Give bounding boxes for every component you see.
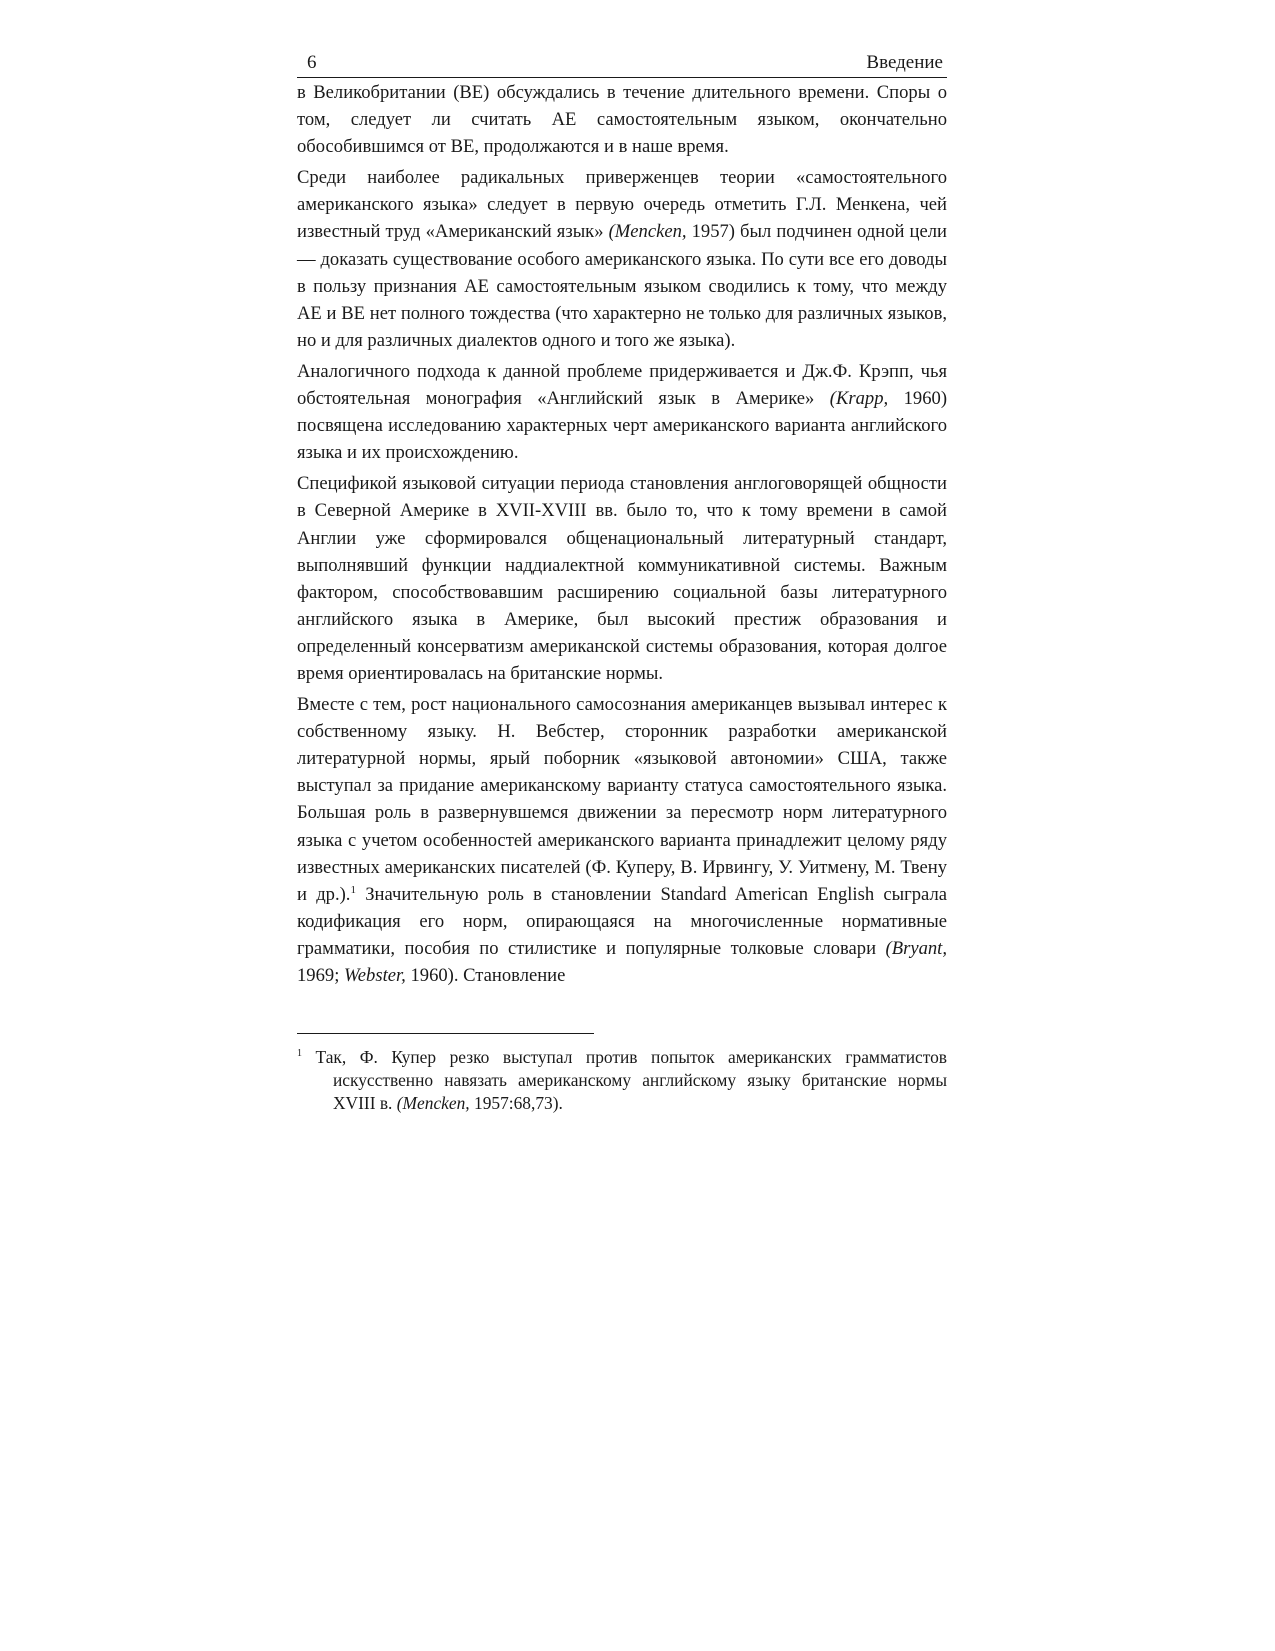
paragraph-3-text-a: Аналогичного подхода к данной проблеме придерживается и Дж.Ф. Крэпп, чья обстоятельная монография «Английский язык в Америке» (297, 360, 947, 410)
page-number: 6 (307, 52, 317, 73)
footnote-text-a: Так, Ф. Купер резко выступал против попыток американских грамматистов искусственно навязать американскому английскому языку британские нормы XVIII в. (302, 1047, 947, 1114)
footnote (297, 1046, 947, 1115)
footnote-reference[interactable]: 1 (350, 883, 356, 896)
book-page (297, 52, 947, 1115)
paragraph-2 (297, 164, 947, 354)
paragraph-3-text-b: 1960) посвящена исследованию характерных черт американского варианта английского языка и их происхождению. (297, 388, 948, 464)
paragraph-5-text-a: Вместе с тем, рост национального самосознания американцев вызывал интерес к собственному языку. Н. Вебстер, сторонник разработки американской литературной нормы, ярый поборник «языковой автономии» США, также выступал за придание американскому варианту статуса самостоятельного языка. Большая роль в развернувшемся движении за пересмотр норм литературного языка с учетом особенностей американского варианта принадлежит целому ряду известных американских писателей (Ф. Куперу, В. Ирвингу, У. Уитмену, М. Твену и др.). (297, 694, 947, 905)
citation-krapp: (Krapp, (829, 388, 889, 410)
paragraph-2-text-b: 1957) был подчинен одной цели — доказать существование особого американского языка. По сути все его доводы в пользу признания АЕ самостоятельным языком сводились к тому, что между АЕ и ВЕ нет полного тождества (что характерно не только для различных языков, но и для различных диалектов одного и того же языка). (297, 221, 947, 351)
footnote-citation-mencken: (Mencken, (396, 1093, 470, 1114)
paragraph-3 (297, 358, 947, 466)
paragraph-4: Спецификой языковой ситуации периода становления англоговорящей общности в Северной Америке в XVII-XVIII вв. было то, что к тому времени в самой Англии уже сформировался общенациональный литературный стандарт, выполнявший функции наддиалектной коммуникативной системы. Важным фактором, способствовавшим расширению социальной базы литературного английского языка в Америке, был высокий престиж образования и определенный консерватизм американской системы образования, которая долгое время ориентировалась на британские нормы. (297, 473, 947, 684)
footnote-divider (297, 1033, 594, 1034)
section-title: Введение (866, 52, 943, 73)
running-header (297, 52, 947, 78)
paragraph-5-text-d: 1960). Становление (405, 965, 566, 986)
citation-bryant: (Bryant, (885, 937, 947, 959)
citation-mencken: (Mencken, (608, 221, 687, 243)
paragraph-5 (297, 691, 947, 989)
paragraph-1: в Великобритании (ВЕ) обсуждались в течение длительного времени. Споры о том, следует ли считать АЕ самостоятельным языком, окончательно обособившимся от ВЕ, продолжаются и в наше время. (297, 82, 947, 158)
footnote-text-b: 1957:68,73). (469, 1093, 563, 1114)
footnote-mark: 1 (297, 1048, 302, 1060)
body-text (297, 79, 947, 989)
citation-webster: Webster, (344, 965, 406, 986)
paragraph-5-text-c: 1969; (297, 965, 345, 986)
paragraph-5-text-b: Значительную роль в становлении Standard American English сыграла кодификация его норм, опирающаяся на многочисленные нормативные грамматики, пособия по стилистике и популярные толковые словари (297, 883, 947, 959)
paragraph-2-text-a: Среди наиболее радикальных приверженцев теории «самостоятельного американского языка» следует в первую очередь отметить Г.Л. Менкена, чей известный труд «Американский язык» (297, 167, 947, 243)
